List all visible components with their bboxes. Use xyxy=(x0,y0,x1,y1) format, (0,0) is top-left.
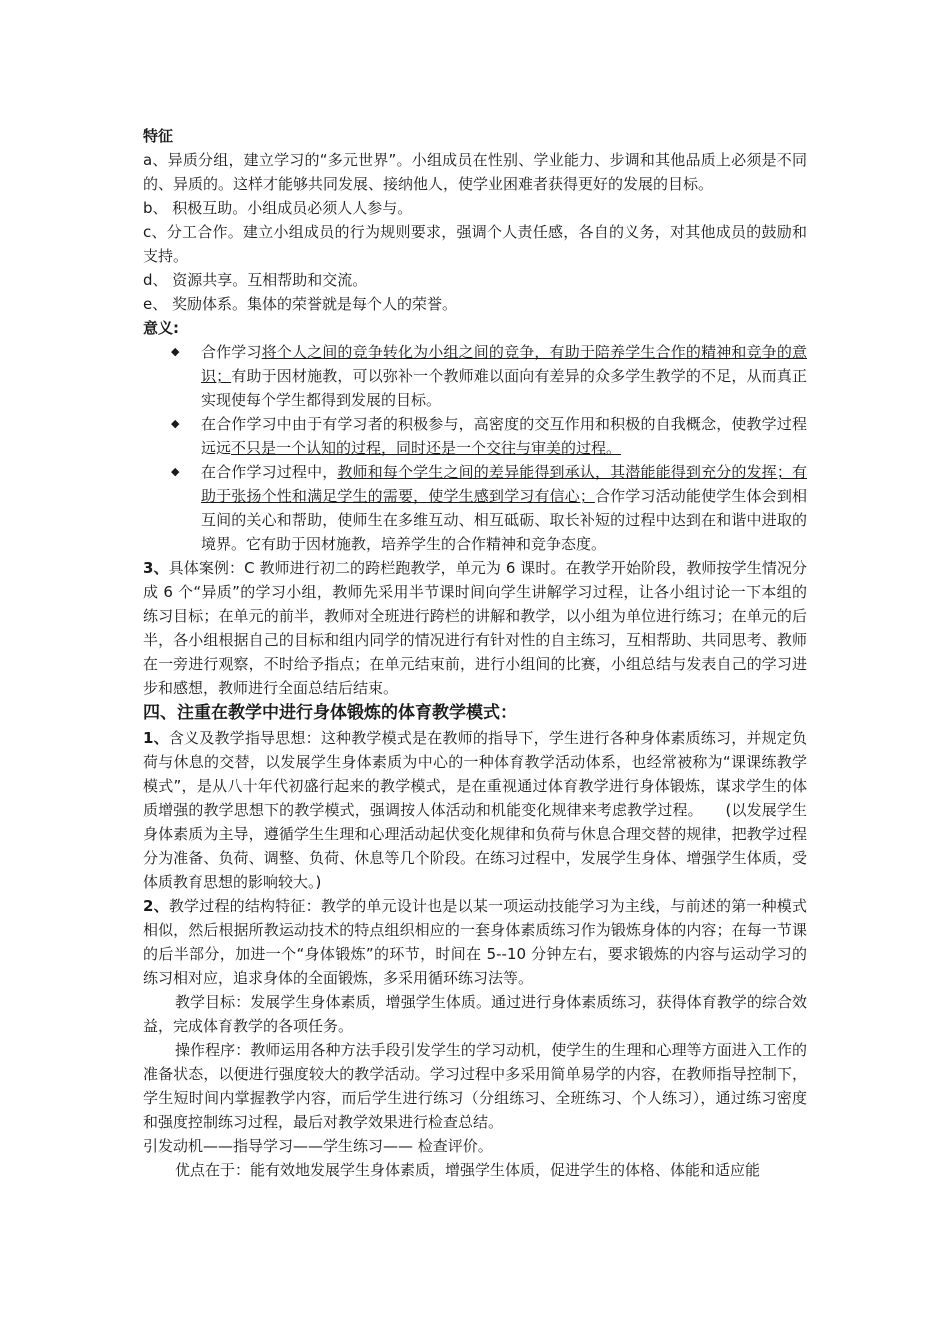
diamond-bullet-icon: ◆ xyxy=(171,345,180,358)
p1-label: 1、 xyxy=(143,729,169,747)
p1-text: 含义及教学指导思想：这种教学模式是在教师的指导下，学生进行各种身体素质练习，并规定负荷与休息的交替，以发展学生身体素质为中心的一种体育教学活动体系，也经常被称为“课课练教学模式”，是从八十年代初盛行起来的教学模式，是在重视通过体育教学进行身体锻炼，谋求学生的体质增强的教学思想下的教学模式，强调按人体活动和机能变化规律来考虑教学过程。 (以发展学生身体素质为主导，遵循学生生理和心理活动起伏变化规律和负荷与休息合理交替的规律，把教学过程分为准备、负荷、调整、负荷、休息等几个阶段。在练习过程中，发展学生身体、增强学生体质，受体质教育思想的影响较大。) xyxy=(143,729,807,891)
item-3-pre: 在合作学习过程中， xyxy=(201,463,338,481)
p2-text: 教学过程的结构特征：教学的单元设计也是以某一项运动技能学习为主线，与前述的第一种模式相似，然后根据所教运动技术的特点组织相应的一套身体素质练习作为锻炼身体的内容；在每一节课的后半部分，加进一个“身体锻炼”的环节，时间在 5--10 分钟左右，要求锻炼的内容与运动学习的练习相对应，追求身体的全面锻炼，多采用循环练习法等。 xyxy=(143,897,807,987)
item-1-post: 有助于因材施教，可以弥补一个教师难以面向有差异的众多学生教学的不足，从而真正实现使每个学生都得到发展的目标。 xyxy=(201,367,807,409)
section-4-heading: 四、注重在教学中进行身体锻炼的体育教学模式： xyxy=(143,703,517,723)
section-4-paragraph-1 xyxy=(143,726,807,894)
p2-label: 2、 xyxy=(143,897,169,915)
advantages: 优点在于：能有效地发展学生身体素质，增强学生体质，促进学生的体格、体能和适应能 xyxy=(175,1161,761,1179)
significance-item-1 xyxy=(143,340,807,412)
significance-item-2 xyxy=(143,412,807,460)
item-3-underlined: 教师和每个学生之间的差异能得到承认，其潜能能得到充分的发挥；有助于张扬个性和满足学生的需要，使学生感到学习有信心； xyxy=(201,463,807,505)
item-2-underlined: 不只是一个认知的过程，同时还是一个交往与审美的过程。 xyxy=(231,439,622,457)
significance-item-3 xyxy=(143,460,807,556)
item-3-post: 合作学习活动能使学生体会到相互间的关心和帮助，使师生在多维互动、相互砥砺、取长补短的过程中达到在和谐中进取的境界。它有助于因材施教，培养学生的合作精神和竞争态度。 xyxy=(201,487,807,553)
teaching-goal: 教学目标：发展学生身体素质，增强学生体质。通过进行身体素质练习，获得体育教学的综合效益，完成体育教学的各项任务。 xyxy=(143,993,807,1035)
feature-b: b、 积极互助。小组成员必须人人参与。 xyxy=(143,199,413,217)
case-text: 具体案例：C 教师进行初二的跨栏跑教学，单元为 6 课时。在教学开始阶段，教师按学生情况分成 6 个“异质”的学习小组，教师先采用半节课时间向学生讲解学习过程，让各小组讨论一下本组的练习目标；在单元的前半，教师对全班进行跨栏的讲解和教学，以小组为单位进行练习；在单元的后半，各小组根据自己的目标和组内同学的情况进行有针对性的自主练习，互相帮助、共同思考、教师在一旁进行观察，不时给予指点；在单元结束前，进行小组间的比赛，小组总结与发表自己的学习进步和感想，教师进行全面总结后结束。 xyxy=(143,559,808,697)
item-1-underlined: 将个人之间的竞争转化为小组之间的竞争，有助于陪养学生合作的精神和竞争的意识； xyxy=(201,343,807,385)
case-label: 3、 xyxy=(143,559,169,577)
diamond-bullet-icon: ◆ xyxy=(171,417,180,430)
feature-d: d、 资源共享。互相帮助和交流。 xyxy=(143,271,368,289)
document-page xyxy=(143,124,807,1182)
feature-c: c、分工合作。建立小组成员的行为规则要求，强调个人责任感，各自的义务，对其他成员的鼓励和支持。 xyxy=(143,223,807,265)
case-paragraph xyxy=(143,556,807,700)
significance-heading: 意义: xyxy=(143,319,179,337)
item-2-pre: 在合作学习中由于有学习者的积极参与，高密度的交互作用和积极的自我概念，使教学过程远远 xyxy=(201,415,807,457)
feature-a: a、异质分组，建立学习的“多元世界”。小组成员在性别、学业能力、步调和其他品质上必须是不同的、异质的。这样才能够共同发展、接纳他人，使学业困难者获得更好的发展的目标。 xyxy=(143,151,807,193)
section-4-paragraph-2 xyxy=(143,894,807,990)
item-1-pre: 合作学习 xyxy=(201,343,262,361)
feature-e: e、 奖励体系。集体的荣誉就是每个人的荣誉。 xyxy=(143,295,457,313)
features-heading: 特征 xyxy=(143,127,174,145)
process-flow: 引发动机——指导学习——学生练习—— 检查评价。 xyxy=(143,1137,493,1155)
diamond-bullet-icon: ◆ xyxy=(171,465,180,478)
operation-procedure: 操作程序：教师运用各种方法手段引发学生的学习动机，使学生的生理和心理等方面进入工作的准备状态，以便进行强度较大的教学活动。学习过程中多采用简单易学的内容，在教师指导控制下，学生短时间内掌握教学内容，而后学生进行练习（分组练习、全班练习、个人练习），通过练习密度和强度控制练习过程，最后对教学效果进行检查总结。 xyxy=(143,1041,807,1131)
